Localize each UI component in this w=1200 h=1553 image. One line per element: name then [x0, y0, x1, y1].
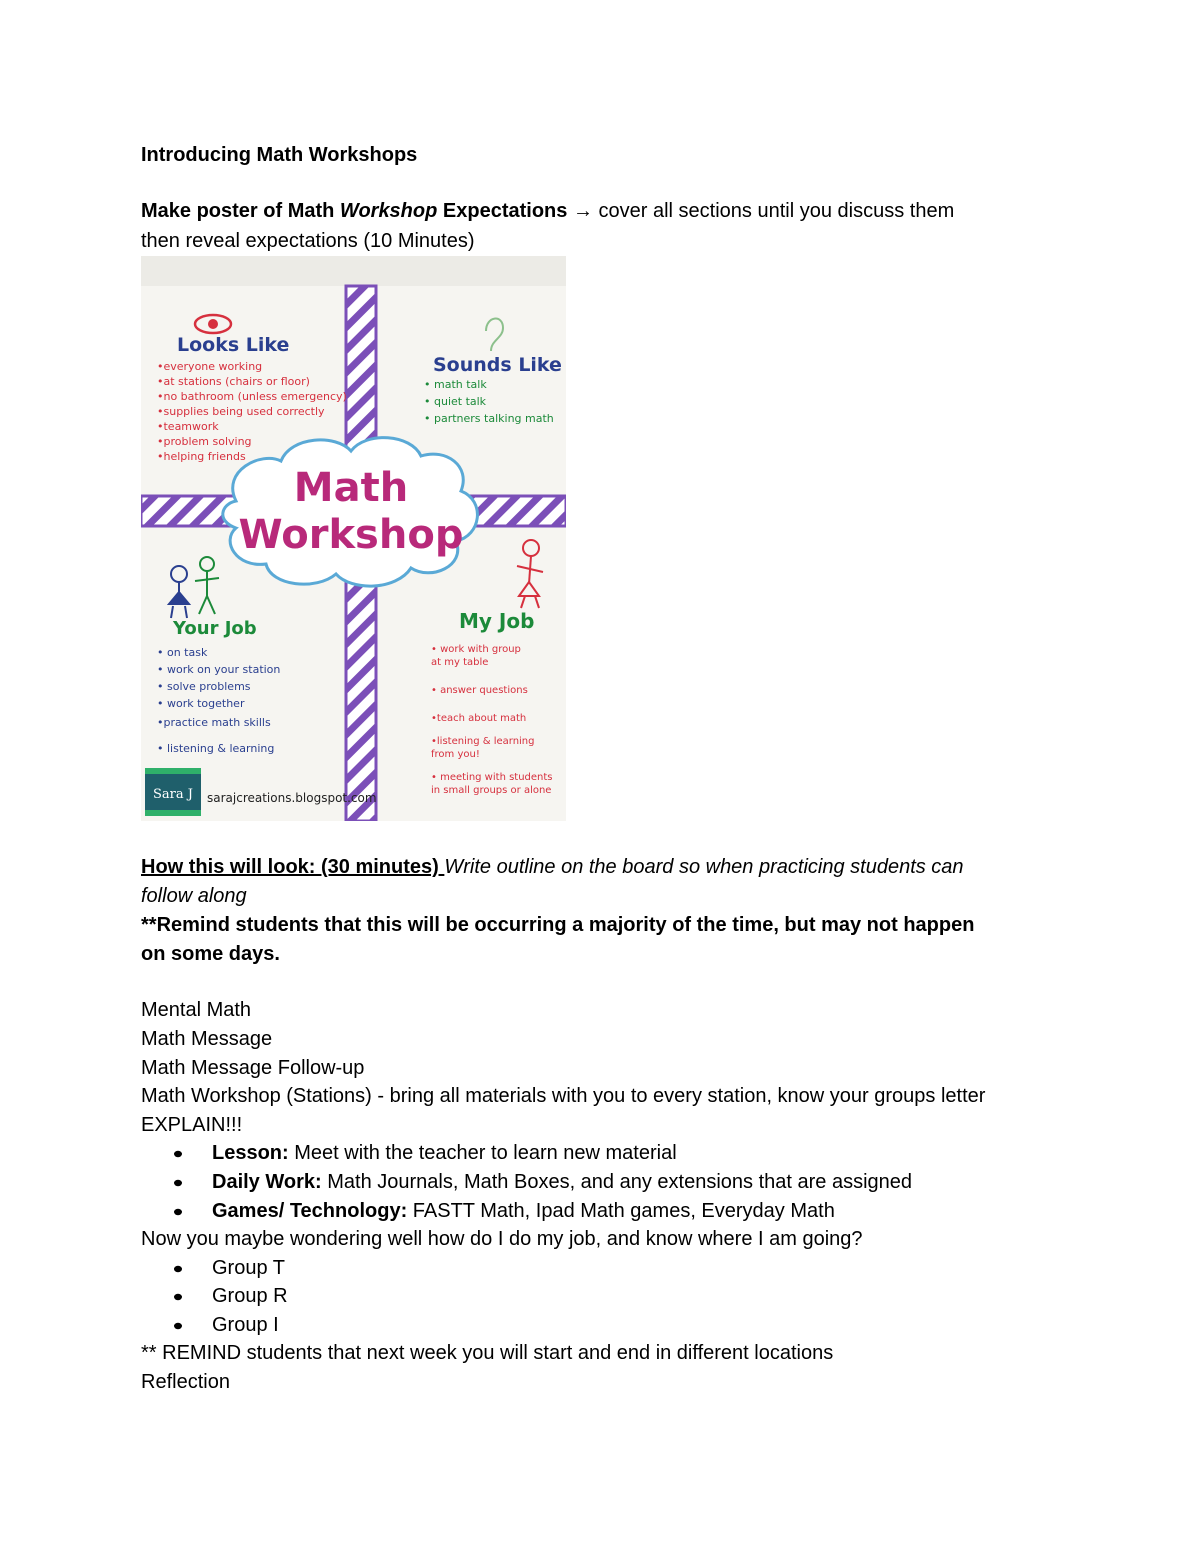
- logo-text: Sara J: [153, 787, 193, 802]
- your-job-item: • on task: [157, 646, 208, 659]
- outline-item: Math Message: [141, 1028, 273, 1050]
- station-text: Math Journals, Math Boxes, and any extensions that are assigned: [321, 1171, 913, 1193]
- outline-item: Math Workshop (Stations) - bring all materials with you to every station, know your groups letter: [141, 1085, 986, 1107]
- make-poster-lead: Make poster of Math: [141, 200, 340, 222]
- station-label: Games/ Technology:: [212, 1200, 408, 1222]
- your-job-title: Your Job: [173, 618, 257, 639]
- station-list-item: [212, 1141, 677, 1165]
- group-label: Group I: [212, 1314, 279, 1336]
- station-label: Daily Work:: [212, 1171, 322, 1193]
- how-look-line-1: [141, 855, 964, 879]
- looks-like-title: Looks Like: [177, 334, 290, 356]
- reflection-line: Reflection: [141, 1371, 230, 1393]
- looks-like-item: •teamwork: [157, 420, 219, 433]
- bullet-icon: [174, 1294, 182, 1300]
- my-job-item: • meeting with students: [431, 772, 553, 783]
- my-job-item: •teach about math: [431, 713, 527, 724]
- group-label: Group R: [212, 1285, 288, 1307]
- make-poster-line-1: [141, 199, 954, 223]
- how-look-italic: Write outline on the board so when practicing students can: [444, 856, 964, 878]
- sounds-like-item: • quiet talk: [424, 395, 487, 408]
- looks-like-item: •supplies being used correctly: [157, 405, 325, 418]
- your-job-item: • work together: [157, 697, 245, 710]
- outline-item: EXPLAIN!!!: [141, 1114, 243, 1136]
- sounds-like-title: Sounds Like: [433, 354, 562, 376]
- remind-bold-line-1: **Remind students that this will be occurring a majority of the time, but may not happen: [141, 914, 975, 936]
- outline-item: Mental Math: [141, 999, 252, 1021]
- math-workshop-poster-image: [141, 256, 566, 821]
- make-poster-lead-tail: Expectations: [437, 200, 568, 222]
- my-job-item: in small groups or alone: [431, 785, 552, 796]
- my-job-item: •listening & learning: [431, 736, 535, 747]
- group-list-item: [212, 1284, 288, 1308]
- your-job-item: •practice math skills: [157, 716, 271, 729]
- your-job-item: • solve problems: [157, 680, 251, 693]
- your-job-item: • work on your station: [157, 663, 281, 676]
- station-list-item: [212, 1170, 912, 1194]
- doc-title: Introducing Math Workshops: [141, 144, 418, 166]
- looks-like-item: •everyone working: [157, 360, 263, 373]
- looks-like-item: •problem solving: [157, 435, 252, 448]
- group-list-item: [212, 1313, 279, 1337]
- bullet-icon: [174, 1323, 182, 1329]
- station-text: Meet with the teacher to learn new material: [288, 1142, 677, 1164]
- my-job-item: from you!: [431, 749, 480, 760]
- my-job-title: My Job: [459, 609, 535, 633]
- station-label: Lesson:: [212, 1142, 289, 1164]
- how-look-line-2: follow along: [141, 885, 247, 907]
- poster-drawing: [141, 256, 566, 821]
- poster-center-line-2: Workshop: [238, 512, 464, 558]
- bullet-icon: [174, 1209, 182, 1215]
- how-look-heading: How this will look: (30 minutes): [141, 856, 445, 878]
- remind-end-line: ** REMIND students that next week you will start and end in different locations: [141, 1342, 834, 1364]
- make-poster-line-2: then reveal expectations (10 Minutes): [141, 230, 475, 252]
- station-text: FASTT Math, Ipad Math games, Everyday Math: [407, 1200, 835, 1222]
- group-list-item: [212, 1256, 285, 1280]
- remind-bold-line-2: on some days.: [141, 943, 280, 965]
- poster-watermark: sarajcreations.blogspot.com: [207, 791, 377, 805]
- make-poster-lead-italic: Workshop: [339, 200, 438, 222]
- group-label: Group T: [212, 1257, 285, 1279]
- wondering-line: Now you maybe wondering well how do I do my job, and know where I am going?: [141, 1228, 863, 1250]
- my-job-item: at my table: [431, 657, 489, 668]
- bullet-icon: [174, 1151, 182, 1157]
- looks-like-item: •at stations (chairs or floor): [157, 375, 310, 388]
- looks-like-item: •helping friends: [157, 450, 246, 463]
- make-poster-rest: cover all sections until you discuss them: [598, 200, 955, 222]
- arrow-symbol: →: [567, 200, 599, 222]
- sounds-like-item: • partners talking math: [424, 412, 554, 425]
- looks-like-item: •no bathroom (unless emergency): [157, 390, 347, 403]
- station-list-item: [212, 1199, 835, 1223]
- bullet-icon: [174, 1266, 182, 1272]
- outline-item: Math Message Follow-up: [141, 1057, 365, 1079]
- sounds-like-item: • math talk: [424, 378, 487, 391]
- sara-j-creations-logo: [145, 768, 201, 816]
- my-job-item: • answer questions: [431, 685, 528, 696]
- bullet-icon: [174, 1180, 182, 1186]
- my-job-item: • work with group: [431, 644, 521, 655]
- poster-center-line-1: Math: [293, 465, 409, 511]
- your-job-item: • listening & learning: [157, 742, 275, 755]
